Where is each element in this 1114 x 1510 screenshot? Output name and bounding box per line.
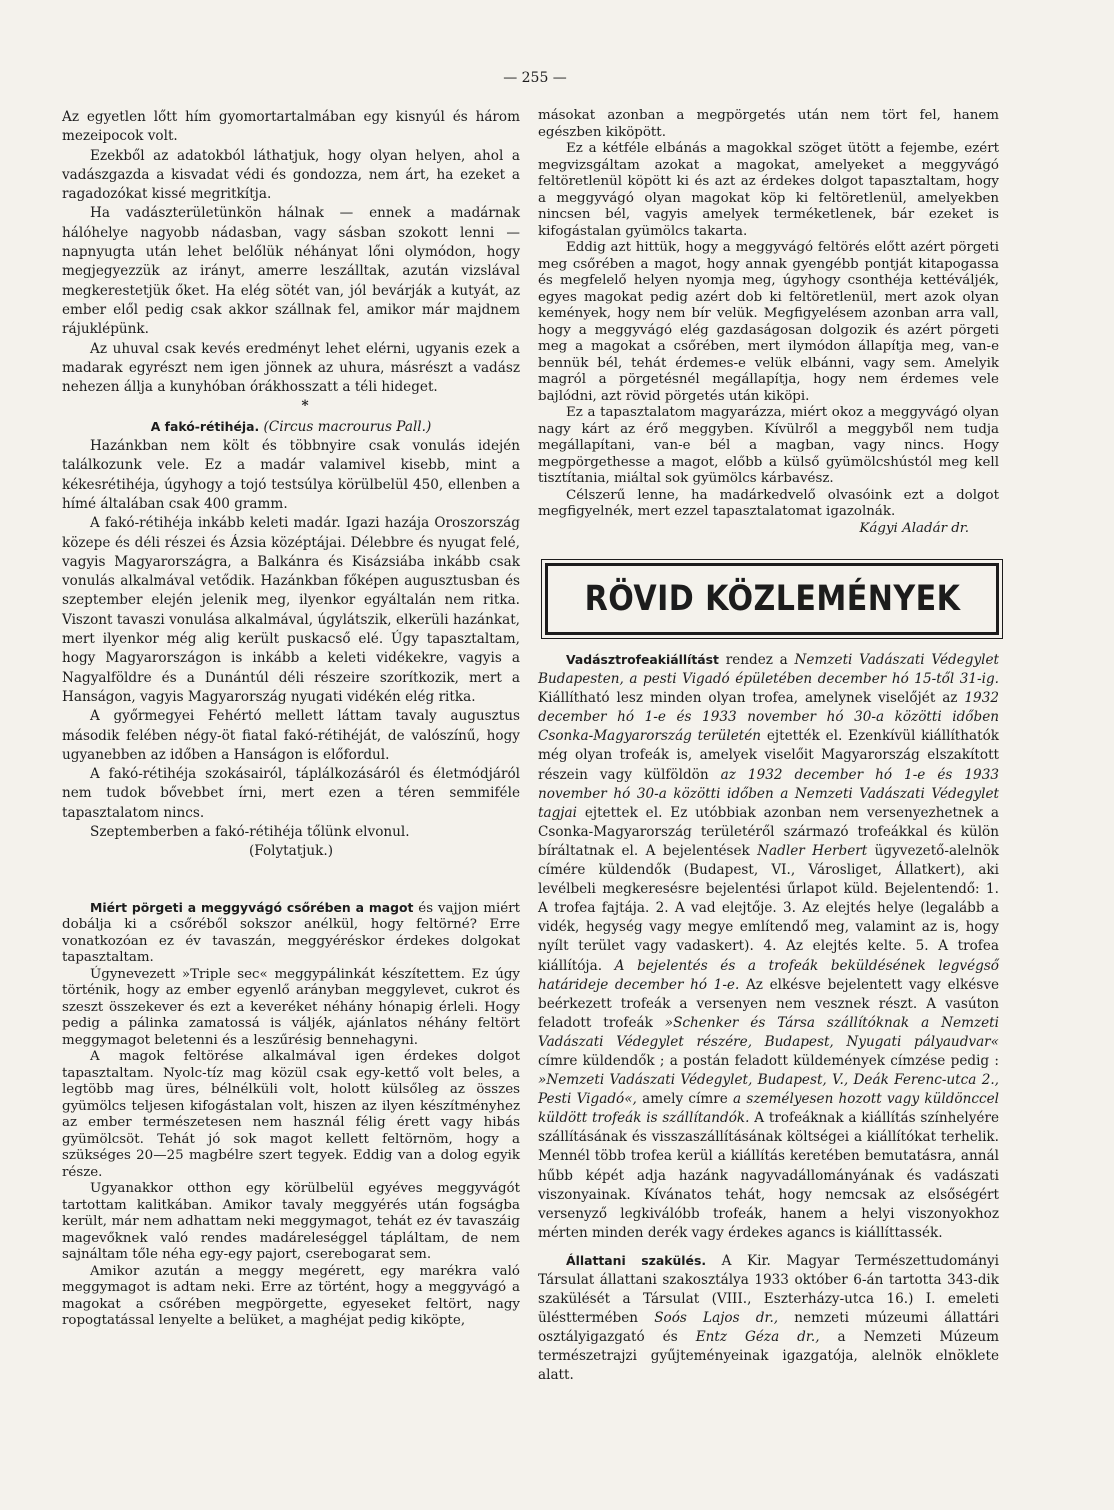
species-heading	[62, 417, 520, 437]
notice-exhibition	[538, 650, 999, 1243]
text-run: Az elkésve bejelentett vagy elkésve beérkezett trofeák a versenyen nem vesznek részt. A vasúton feladott trofeák	[538, 976, 999, 1031]
paragraph: Szeptemberben a fakó-rétihéja tőlünk elvonul.	[90, 823, 410, 840]
paragraph: A fakó-rétihéja inkább keleti madár. Igazi hazája Oroszország közepe és déli részei és Ázsia középtájai. Délebbre és nyugat felé, vagyis Magyarországra, a Balkánra és Kisázsiába inkább csak vonulás alkalmával vetődik. Hazánkban főképen augusztusban és szeptember elején jelenik meg, ilyenkor egyáltalán nem ritka. Viszont tavaszi vonulása alkalmával, úgylátszik, elkerüli hazánkat, mert ilyenkor még alig került puskacső elé. Úgy tapasztaltam, hogy Magyarországon is inkább a keleti vidékekre, vagyis a Nagyalföldre és a Dunántúl déli részeire szorítkozik, mert a Hanságon, vagyis Magyarország nyugati vidékén elég ritka.	[62, 515, 520, 705]
species-heading-name: A fakó-rétihéja.	[150, 418, 260, 434]
text-run: Soós Lajos dr.,	[654, 1310, 779, 1327]
to-be-continued: (Folytatjuk.)	[248, 843, 334, 860]
paragraph: Az egyetlen lőtt hím gyomortartalmában egy kisnyúl és három mezeipocok volt.	[62, 109, 520, 145]
paragraph: Az uhuval csak kevés eredményt lehet elérni, ugyanis ezek a madarak egyrészt nem igen jönnek az uhura, másrészt a vadász nehezen állja a kunyhóban órákhosszatt a téli hideget.	[62, 340, 520, 396]
article-title: Miért pörgeti a meggyvágó csőrében a magot	[90, 899, 414, 915]
left-column	[62, 108, 520, 1330]
notice-title: Vadásztrofeakiállítást	[566, 652, 719, 667]
text-run: címre küldendők ; a postán feladott küldemények címzése pedig :	[538, 1052, 999, 1069]
paragraph: Célszerű lenne, ha madárkedvelő olvasóink ezt a dolgot megfigyelnék, mert ezzel tapasztalatomat igazolnák.	[538, 487, 999, 519]
text-run: nemzeti múzeumi állattári osztályigazgató és	[538, 1310, 999, 1346]
notice-title: Állattani szakülés.	[566, 1252, 707, 1268]
paragraph: Ugyanakkor otthon egy körülbelül egyéves meggyvágót tartottam kalitkában. Amikor tavaly meggyérés után fogságba került, már nem adhattam neki meggymagot, tehát ez év tavaszáig magevőknek való rendes madáreleséggel tápláltam, de nem sajnáltam tőle néha egy-egy pajort, cserebogarat sem.	[62, 1181, 520, 1263]
text-run: A Kir. Magyar Természettudományi Társulat állattani szakosztálya 1933 október 6-án tartotta 343-dik szakülését a Társulat (VIII., Eszterházy-utca 16.) I. emeleti ülésttermében	[538, 1252, 999, 1327]
text-run: ügyvezető-alelnök címére küldendők (Budapest, VI., Városliget, Állatkert), aki levélbeli megkeresésre bejelentési űrlapot küld. Bejelentendő: 1. A trofea fajtája. 2. A vad elejtője. 3. Az elejtés helye (legalább a vidék, hegység vagy megye említendő meg, valamint az is, hogy nyílt terület vagy vadaskert). 4. Az elejtés kelte. 5. A trofea kiállítója.	[538, 842, 999, 974]
paragraph: Eddig azt hittük, hogy a meggyvágó feltörés előtt azért pörgeti meg csőrében a magot, hogy annak gyengébb pontját kitapogassa és megfelelő helyen nyomja meg, úgyhogy csonthéja kettéváljék, egyes magokat pedig azért dob ki feltöretlenül, mert azok olyan kemények, hogy nem bír velük. Megfigyelésem azonban arra vall, hogy a meggyvágó elég gazdaságosan dolgozik és azért pörgeti meg a magokat a csőrében, mert ilymódon állapítja meg, van-e bennük bél, tehát érdemes-e velük elbánni, vagy sem. Amelyik magról a pörgetésnél megállapítja, hogy nem érdemes vele bajlódni, azt rövid pörgetés után kiköpi.	[538, 240, 999, 404]
paragraph: A győrmegyei Fehértó mellett láttam tavaly augusztus második felében négy-öt fiatal fakó-rétihéját, de valószínű, hogy ugyanebben az időben a Hanságon is előfordul.	[62, 708, 520, 763]
right-column-top	[538, 108, 999, 537]
right-column-notices	[538, 650, 999, 1386]
text-run: A bejelentés és a trofeák beküldésének legvégső határideje december hó 1-e.	[538, 957, 999, 993]
page-number: — 255 —	[503, 70, 567, 86]
paragraph: Úgynevezett »Triple sec« meggypálinkát készítettem. Ez úgy történik, hogy az ember egyenlő arányban meggylevet, cukrot és szeszt összekever és ezt a keveréket néhány hónapig érleli. Hogy pedig a pálinka zamatossá is váljék, ajánlatos néhány feltört meggymagot beletenni és a leszűrésig bennehagyni.	[62, 966, 520, 1048]
text-run: Kiállítható lesz minden olyan trofea, amelynek viselőjét az	[538, 690, 958, 707]
paragraph: másokat azonban a megpörgetés után nem tört fel, hanem egészben kiköpött.	[538, 108, 999, 140]
paragraph: Hazánkban nem költ és többnyire csak vonulás idején találkozunk vele. Ez a madár valamivel kisebb, mint a kékesrétihéja, úgyhogy a tojó testsúlya körülbelül 450, ellenben a hímé általában csak 400 gramm.	[62, 438, 520, 512]
text-run: 1932 december hó 1-e és 1933 november hó 30-a közötti időben Csonka-Magyarország területén	[538, 690, 999, 745]
paragraph: Ez a tapasztalatom magyarázza, miért okoz a meggyvágó olyan nagy kárt az érő meggyben. Kívülről a meggyből nem tudja megállapítani, van-e bél a magban, vagy nincs. Hogy megpörgethesse a magot, előbb a külső gyümölcshústól meg kell tisztítania, miáltal sok gyümölcs kárbavész.	[538, 405, 999, 486]
paragraph: Ha vadászterületünkön hálnak — ennek a madárnak hálóhelye nagyobb nádasban, vagy sásban szokott lenni — napnyugta után lehet belőlük néhányat lőni olymódon, hogy megjegyezzük az irányt, amerre leszálltak, azután vizslával megkerestetjük őket. Ha elég sötét van, jól bevárják a kutyát, az ember elől pedig csak akkor szállnak fel, amikor már majdnem rájuklépünk.	[62, 205, 520, 338]
text-run: ejtettek el. Ez utóbbiak azonban nem versenyezhetnek a Csonka-Magyarország területéről származó trofeákkal és külön bíráltatnak el. A bejelentések	[538, 804, 999, 859]
section-header-box	[545, 563, 999, 635]
species-heading-latin: (Circus macrourus Pall.)	[263, 418, 432, 435]
paragraph: A fakó-rétihéja szokásairól, táplálkozásáról és életmódjáról nem tudok bővebbet írni, mert ezen a téren semmiféle tapasztalatom nincs.	[62, 766, 520, 821]
notice-meeting	[538, 1251, 999, 1386]
text-run: »Nemzeti Vadászati Védegylet, Budapest, V., Deák Ferenc-utca 2., Pesti Vigadó«,	[538, 1072, 999, 1108]
paragraph: Amikor azután a meggy megérett, egy marékra való meggymagot is adtam neki. Erre az történt, hogy a meggyvágó a magokat a csőrében megpörgette, egyeseket feltört, nagy ropogtatással lenyelte a belüket, a maghéjat pedig kiköpte,	[62, 1263, 520, 1329]
text-run: a személyesen hozott vagy küldönccel küldött trofeák is szállítandók.	[538, 1091, 999, 1127]
paragraph: A magok feltörése alkalmával igen érdekes dolgot tapasztaltam. Nyolc-tíz mag közül csak egy-kettő volt beles, a legtöbb mag üres, bélnélküli volt, holott külsőleg az összes gyümölcs teljesen kifogástalan volt, hiszen az ilyen készítményhez az ember természetesen nem használ félig érett vagy hibás gyümölcsöt. Tehát jó sok magot kellett feltörnöm, hogy a szükséges 20—25 magbélre szert tegyek. Eddig van a dolog egyik része.	[62, 1049, 520, 1180]
paragraph	[62, 900, 520, 967]
article-intro: és vajjon miért dobálja ki a csőréből sokszor anélkül, hogy feltörné? Erre vonatkozóan ez év tavaszán, meggyéréskor érdekes dolgokat tapasztaltam.	[62, 900, 520, 966]
text-run: rendez a	[725, 652, 788, 668]
section-title: RÖVID KÖZLEMÉNYEK	[584, 579, 960, 619]
text-run: Nemzeti Vadászati Védegylet Budapesten, a pesti Vigadó épületében december hó 15-től 31-ig.	[538, 652, 999, 688]
text-run: az 1932 december hó 1-e és 1933 november hó 30-a közötti időben a Nemzeti Vadászati Védegylet tagjai	[538, 766, 1000, 821]
section-separator: *	[301, 398, 309, 415]
text-run: Nadler Herbert	[757, 842, 868, 859]
text-run: amely címre	[642, 1091, 728, 1108]
article-meggyvago	[62, 900, 520, 1330]
author-signature: Kágyi Aladár dr.	[859, 520, 969, 536]
text-run: A trofeáknak a kiállítás színhelyére szállításának és visszaszállításának költségei a kiállítókat terhelik. Mennél több trofea kerül a kiállítás keretében bemutatásra, annál hűbb képét adja hazánk nagyvadállományának és vadászati viszonyainak. Kívánatos tehát, hogy nemcsak az elsőségért versenyző legkiválóbb trofeák, hanem a helyi viszonyokhoz mérten minden derék vagy érdekes agancs is kiállíttassék.	[538, 1110, 999, 1241]
text-run: a Nemzeti Múzeum természetrajzi gyűjteményeinak igazgatója, alelnök elnöklete alatt.	[538, 1329, 999, 1384]
paragraph: Ezekből az adatokból láthatjuk, hogy olyan helyen, ahol a vadászgazda a kisvadat védi és gondozza, nem árt, ha ezeket a ragadozókat kissé megritkítja.	[62, 147, 520, 203]
text-run: Entz Géza dr.,	[695, 1329, 820, 1346]
text-run: ejtették el. Ezenkívül kiállíthatók még olyan trofeák is, amelyek viselőit Magyarország elszakított részein vagy külföldön	[538, 728, 1000, 783]
paragraph: Ez a kétféle elbánás a magokkal szöget ütött a fejembe, ezért megvizsgáltam azokat a magokat, amelyeket a meggyvágó feltöretlenül köpött ki és azt az érdekes dolgot tapasztaltam, hogy a meggyvágó olyan magokat köp ki feltöretlenül, amelyekben nincsen bél, vagyis amelyek terméketlenek, bár ezeket is kifogástalan gyümölcs takarta.	[538, 141, 999, 239]
text-run: »Schenker és Társa szállítóknak a Nemzeti Vadászati Védegylet részére, Budapest, Nyugati pályaudvar«	[538, 1014, 999, 1050]
